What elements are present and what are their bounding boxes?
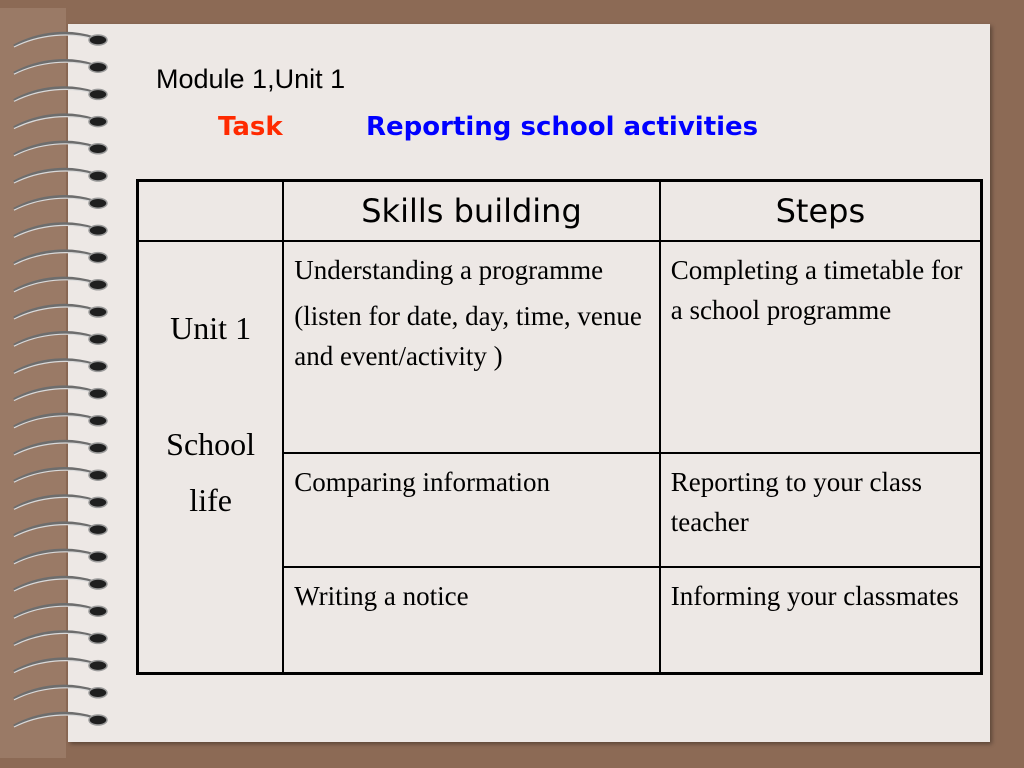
skill-cell: Comparing information [283,453,660,567]
binding-hole [89,198,107,208]
activities-table [136,179,983,675]
column-header-skills: Skills building [283,181,660,241]
binding-hole [89,525,107,535]
table-header-row [138,181,982,241]
binding-hole [89,361,107,371]
row-header-line3: life [189,481,232,518]
binding-hole [89,715,107,725]
column-header-empty [138,181,284,241]
row-header-line2: School [166,425,256,462]
binding-hole [89,89,107,99]
binding-hole [89,688,107,698]
task-label: Task [218,112,283,142]
binding-hole [89,253,107,263]
binding-hole [89,144,107,154]
row-header-unit [138,241,284,674]
binding-hole [89,606,107,616]
binding-hole [89,280,107,290]
spiral-binding-icon [10,26,120,746]
binding-hole [89,389,107,399]
step-cell: Completing a timetable for a school programme [660,241,982,453]
binding-hole [89,225,107,235]
binding-hole [89,470,107,480]
skill-cell [283,241,660,453]
binding-hole [89,497,107,507]
binding-hole [89,334,107,344]
binding-hole [89,579,107,589]
column-header-steps: Steps [660,181,982,241]
page-title: Module 1,Unit 1 [156,64,346,94]
binding-hole [89,633,107,643]
skill-note: (listen for date, day, time, venue and event/activity ) [294,300,642,371]
skill-cell: Writing a notice [283,567,660,674]
binding-hole [89,117,107,127]
binding-hole [89,307,107,317]
binding-hole [89,416,107,426]
row-header-line1: Unit 1 [170,309,252,346]
subtitle: Reporting school activities [366,112,759,142]
binding-hole [89,661,107,671]
binding-hole [89,552,107,562]
step-cell: Reporting to your class teacher [660,453,982,567]
table-row [138,241,982,453]
step-cell: Informing your classmates [660,567,982,674]
binding-hole [89,171,107,181]
binding-hole [89,443,107,453]
skill-text: Understanding a programme [294,254,604,285]
binding-hole [89,35,107,45]
binding-hole [89,62,107,72]
